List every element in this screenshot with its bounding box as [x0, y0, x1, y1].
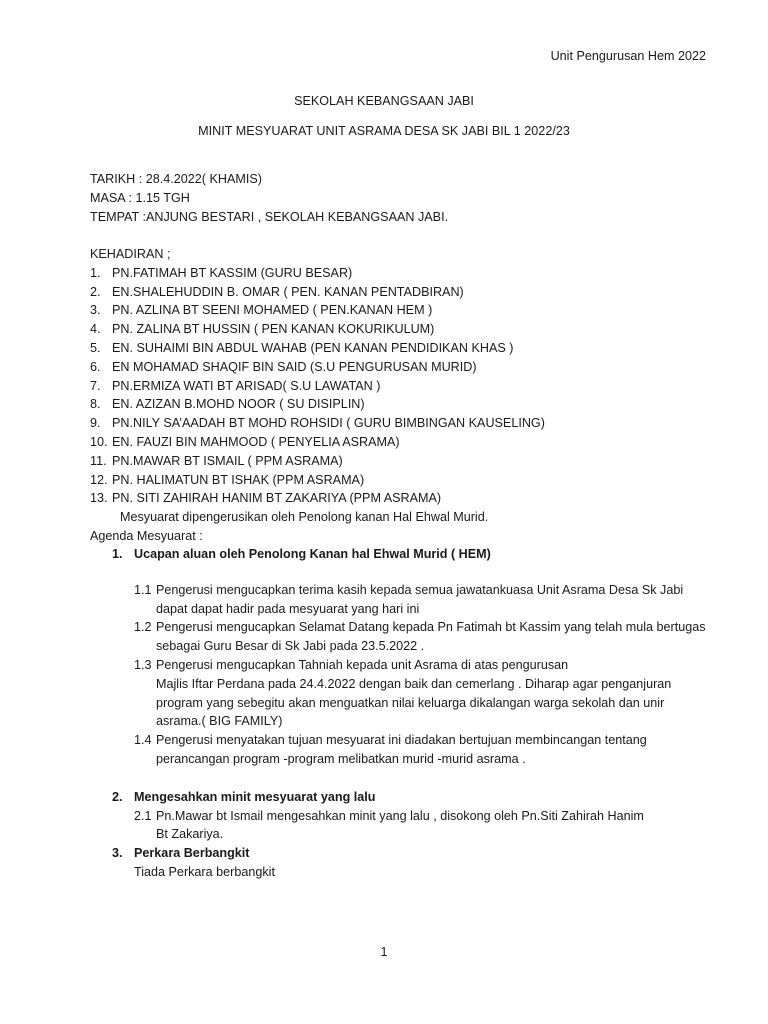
meta-venue: TEMPAT :ANJUNG BESTARI , SEKOLAH KEBANGSAAN JABI.: [90, 209, 449, 224]
subitem-number: 1.2: [134, 620, 152, 635]
attendee-row: [90, 301, 720, 320]
attendee-list: [90, 264, 720, 508]
attendee-row: [90, 471, 720, 490]
attendee-row: [90, 377, 720, 396]
attendee-name: EN. FAUZI BIN MAHMOOD ( PENYELIA ASRAMA): [112, 434, 400, 449]
attendee-name: PN.ERMIZA WATI BT ARISAD( S.U LAWATAN ): [112, 378, 381, 393]
agenda-title-text: Mengesahkan minit mesyuarat yang lalu: [134, 789, 376, 804]
subitem-number: 1.4: [134, 733, 152, 748]
attendee-number: 2.: [90, 284, 101, 299]
subitem-text: Pengerusi mengucapkan Selamat Datang kepada Pn Fatimah bt Kassim yang telah mula bertugas sebagai Guru Besar di Sk Jabi pada 23.5.2022 .: [156, 620, 706, 654]
subitem-text: Pengerusi mengucapkan Tahniah kepada unit Asrama di atas pengurusan Majlis Iftar Perdana pada 24.4.2022 dengan baik dan cemerlang . Diharap agar penganjuran program yang sebegitu akan menguatkan nilai keluarga dikalangan warga sekolah dan unir asrama.( BIG FAMILY): [156, 657, 672, 729]
attendee-number: 10.: [90, 434, 108, 449]
attendee-number: 11.: [90, 453, 107, 468]
subitem-text: Pn.Mawar bt Ismail mengesahkan minit yang lalu , disokong oleh Pn.Siti Zahirah Hanim Bt Zakariya.: [156, 808, 644, 842]
subitem-number: 1.3: [134, 657, 152, 672]
agenda-subitem: [112, 656, 732, 731]
chair-note: Mesyuarat dipengerusikan oleh Penolong kanan Hal Ehwal Murid.: [120, 510, 489, 525]
attendee-number: 5.: [90, 340, 101, 355]
attendee-row: [90, 433, 720, 452]
attendee-name: PN. AZLINA BT SEENI MOHAMED ( PEN.KANAN HEM ): [112, 303, 433, 318]
attendee-number: 12.: [90, 472, 108, 487]
attendee-row: [90, 452, 720, 471]
meta-time: MASA : 1.15 TGH: [90, 190, 190, 205]
attendee-row: [90, 264, 720, 283]
agenda-number: 3.: [112, 846, 123, 861]
subitem-text: Pengerusi menyatakan tujuan mesyuarat ini diadakan bertujuan membincangan tentang perancangan program -program melibatkan murid -murid asrama .: [156, 733, 647, 766]
attendee-name: EN.SHALEHUDDIN B. OMAR ( PEN. KANAN PENTADBIRAN): [112, 284, 464, 299]
agenda-title-text: Ucapan aluan oleh Penolong Kanan hal Ehwal Murid ( HEM): [134, 547, 491, 561]
attendee-number: 9.: [90, 416, 101, 431]
subitem-number: 1.1: [134, 582, 152, 597]
agenda-number: 2.: [112, 789, 123, 804]
attendee-row: [90, 320, 720, 339]
attendee-name: EN MOHAMAD SHAQIF BIN SAID (S.U PENGURUSAN MURID): [112, 359, 477, 374]
attendee-number: 1.: [90, 265, 101, 280]
agenda-list: [112, 545, 732, 882]
attendee-number: 8.: [90, 397, 101, 412]
attendee-number: 3.: [90, 303, 101, 318]
header-unit-label: Unit Pengurusan Hem 2022: [550, 49, 706, 63]
school-name: SEKOLAH KEBANGSAAN JABI: [294, 94, 474, 108]
agenda-note: Tiada Perkara berbangkit: [134, 864, 275, 879]
subitem-number: 2.1: [134, 808, 152, 823]
attendee-name: PN. SITI ZAHIRAH HANIM BT ZAKARIYA (PPM ASRAMA): [112, 491, 442, 506]
attendee-row: [90, 414, 720, 433]
attendee-name: EN. SUHAIMI BIN ABDUL WAHAB (PEN KANAN PENDIDIKAN KHAS ): [112, 340, 514, 355]
agenda-subitem: [112, 581, 732, 619]
agenda-item-title: [112, 788, 732, 807]
attendee-name: PN.FATIMAH BT KASSIM (GURU BESAR): [112, 265, 353, 280]
agenda-subitem: [112, 618, 732, 656]
agenda-subitem: [112, 807, 732, 845]
attendee-name: PN.NILY SA’AADAH BT MOHD ROHSIDI ( GURU BIMBINGAN KAUSELING): [112, 416, 545, 431]
attendee-name: EN. AZIZAN B.MOHD NOOR ( SU DISIPLIN): [112, 397, 365, 412]
meta-date: TARIKH : 28.4.2022( KHAMIS): [90, 172, 262, 186]
attendee-number: 7.: [90, 378, 101, 393]
attendee-row: [90, 489, 720, 508]
page-number: 1: [380, 945, 388, 959]
attendance-label: KEHADIRAN ;: [90, 247, 171, 261]
agenda-subitem: [112, 731, 732, 769]
attendee-row: [90, 339, 720, 358]
attendee-name: PN. HALIMATUN BT ISHAK (PPM ASRAMA): [112, 472, 365, 487]
attendance-section: [90, 245, 720, 546]
agenda-title-text: Perkara Berbangkit: [134, 846, 250, 861]
agenda-item-title: [112, 844, 732, 863]
attendee-number: 4.: [90, 322, 101, 337]
attendee-name: PN.MAWAR BT ISMAIL ( PPM ASRAMA): [112, 453, 343, 468]
agenda-label: Agenda Mesyuarat :: [90, 528, 203, 543]
minutes-title: MINIT MESYUARAT UNIT ASRAMA DESA SK JABI BIL 1 2022/23: [198, 124, 570, 138]
meeting-meta: [90, 170, 720, 226]
attendee-row: [90, 358, 720, 377]
attendee-number: 6.: [90, 359, 101, 374]
subitem-text: Pengerusi mengucapkan terima kasih kepada semua jawatankuasa Unit Asrama Desa Sk Jabi dapat dapat hadir pada mesyuarat yang hari ini: [156, 582, 684, 616]
attendee-number: 13.: [90, 491, 108, 506]
agenda-number: 1.: [112, 547, 123, 561]
attendee-row: [90, 283, 720, 302]
attendee-row: [90, 395, 720, 414]
attendee-name: PN. ZALINA BT HUSSIN ( PEN KANAN KOKURIKULUM): [112, 322, 435, 337]
agenda-item-title: [112, 545, 732, 564]
